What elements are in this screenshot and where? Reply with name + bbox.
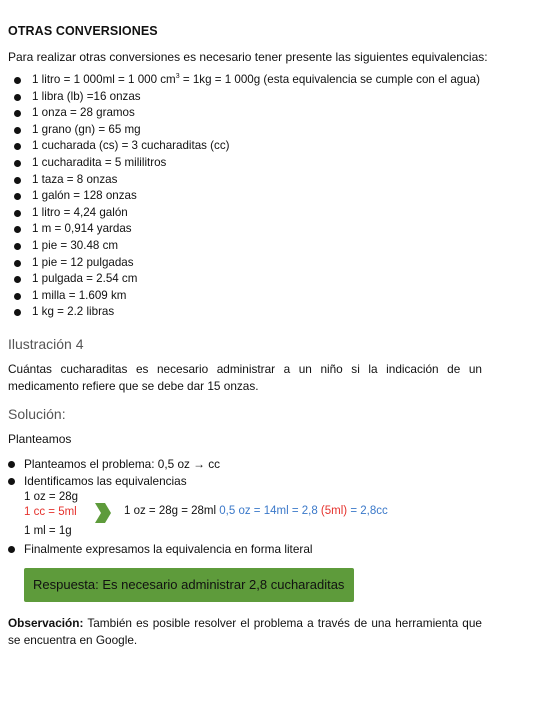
bullet-icon bbox=[8, 461, 15, 468]
bullet-icon bbox=[8, 478, 15, 485]
section-title: OTRAS CONVERSIONES bbox=[8, 24, 158, 38]
bullet-icon bbox=[14, 177, 21, 184]
equivalence-text-after: = 1kg = 1 000g (esta equivalencia se cumple con el agua) bbox=[179, 73, 480, 86]
equivalence-text: 1 taza = 8 onzas bbox=[32, 172, 118, 186]
bullet-icon bbox=[14, 77, 21, 84]
equivalence-item bbox=[14, 105, 480, 122]
step-3 bbox=[8, 542, 313, 556]
equivalence-list bbox=[14, 72, 480, 321]
equivalence-item bbox=[14, 188, 480, 205]
step-2 bbox=[8, 474, 187, 488]
intro-text: Para realizar otras conversiones es necesario tener presente las siguientes equivalencias: bbox=[8, 50, 488, 64]
observation-text: También es posible resolver el problema a través de una herramienta que se encuentra en Google. bbox=[8, 616, 482, 647]
equivalence-cc: 1 cc = 5ml bbox=[24, 506, 77, 518]
equivalence-text: 1 galón = 128 onzas bbox=[32, 189, 137, 203]
equivalence-item bbox=[14, 271, 480, 288]
bullet-icon bbox=[14, 226, 21, 233]
equivalence-item bbox=[14, 172, 480, 189]
bullet-icon bbox=[14, 193, 21, 200]
bullet-icon bbox=[14, 94, 21, 101]
bullet-icon bbox=[14, 143, 21, 150]
bullet-icon bbox=[14, 210, 21, 217]
equivalence-item bbox=[14, 221, 480, 238]
answer-box: Respuesta: Es necesario administrar 2,8 cucharaditas bbox=[24, 568, 354, 602]
equivalence-item bbox=[14, 72, 480, 89]
result-equation bbox=[124, 505, 388, 517]
equivalence-item bbox=[14, 122, 480, 139]
equivalence-text: 1 pie = 12 pulgadas bbox=[32, 255, 134, 269]
equivalence-item bbox=[14, 304, 480, 321]
bullet-icon bbox=[14, 243, 21, 250]
bullet-icon bbox=[8, 546, 15, 553]
equivalence-oz: 1 oz = 28g bbox=[24, 491, 79, 503]
planteamos-text: Planteamos bbox=[8, 432, 72, 446]
question-text: Cuántas cucharaditas es necesario administrar a un niño si la indicación de un medicamento refiere que se debe dar 15 onzas. bbox=[8, 362, 482, 393]
equivalence-item bbox=[14, 288, 480, 305]
observation-paragraph bbox=[8, 615, 482, 648]
equivalence-item bbox=[14, 138, 480, 155]
step-1-text: Planteamos el problema: 0,5 oz → cc bbox=[24, 457, 221, 471]
equivalence-ml: 1 ml = 1g bbox=[24, 525, 72, 537]
result-end: = 2,8cc bbox=[347, 505, 388, 517]
bullet-icon bbox=[14, 260, 21, 267]
equivalence-item bbox=[14, 89, 480, 106]
equivalence-item bbox=[14, 255, 480, 272]
illustration-label: Ilustración 4 bbox=[8, 336, 84, 352]
equivalence-text: 1 pulgada = 2.54 cm bbox=[32, 272, 138, 286]
equivalence-text: 1 cucharadita = 5 mililitros bbox=[32, 155, 167, 169]
result-black: 1 oz = 28g = 28ml bbox=[124, 505, 217, 517]
bullet-icon bbox=[14, 309, 21, 316]
bullet-icon bbox=[14, 293, 21, 300]
solution-label: Solución: bbox=[8, 406, 66, 422]
bullet-icon bbox=[14, 160, 21, 167]
step-2-text: Identificamos las equivalencias bbox=[24, 474, 187, 488]
equivalence-item bbox=[14, 155, 480, 172]
equivalence-item bbox=[14, 205, 480, 222]
result-red: (5ml) bbox=[320, 505, 348, 517]
equivalence-text: 1 milla = 1.609 km bbox=[32, 288, 127, 302]
equivalence-text: 1 pie = 30.48 cm bbox=[32, 238, 119, 252]
equivalence-text: 1 onza = 28 gramos bbox=[32, 106, 135, 120]
superscript: 3 bbox=[175, 73, 180, 81]
bullet-icon bbox=[14, 127, 21, 134]
equivalence-text: 1 m = 0,914 yardas bbox=[32, 222, 132, 236]
step-1 bbox=[8, 457, 220, 471]
equivalence-item bbox=[14, 238, 480, 255]
equivalence-text: 1 kg = 2.2 libras bbox=[32, 305, 115, 319]
equivalence-text: 1 cucharada (cs) = 3 cucharaditas (cc) bbox=[32, 139, 230, 153]
observation-label: Observación: bbox=[8, 616, 84, 630]
equivalence-text: 1 libra (lb) =16 onzas bbox=[32, 89, 141, 103]
step-3-text: Finalmente expresamos la equivalencia en forma literal bbox=[24, 542, 313, 556]
bullet-icon bbox=[14, 110, 21, 117]
equivalence-text: 1 litro = 4,24 galón bbox=[32, 205, 128, 219]
equivalence-text: 1 litro = 1 000ml = 1 000 cm bbox=[32, 73, 176, 86]
bullet-icon bbox=[14, 276, 21, 283]
equivalence-text: 1 grano (gn) = 65 mg bbox=[32, 122, 141, 136]
result-blue: 0,5 oz = 14ml = 2,8 bbox=[219, 505, 321, 517]
arrow-right-icon bbox=[95, 503, 111, 523]
